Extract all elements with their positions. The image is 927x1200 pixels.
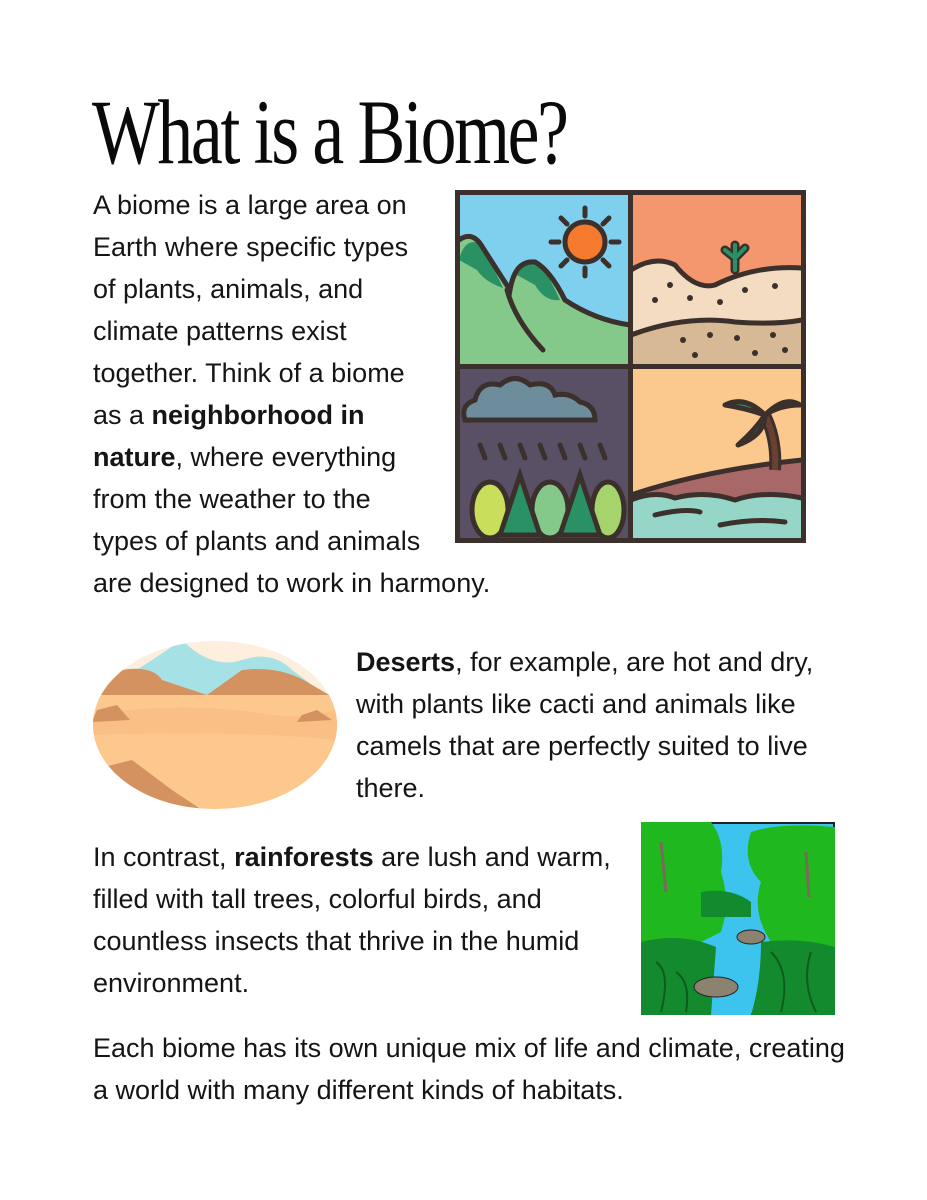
intro-text: A biome is a large area on Earth where specific types of plants, animals, and climate patterns exist together. Think of a biome as a	[93, 190, 409, 430]
deserts-bold-word: Deserts	[356, 647, 456, 677]
closing-paragraph: Each biome has its own unique mix of life and climate, creating a world with many different kinds of habitats.	[93, 1033, 845, 1105]
rainforests-paragraph	[93, 836, 638, 1004]
desert-landscape-illustration-icon	[92, 640, 338, 810]
intro-paragraph	[93, 184, 838, 604]
rainforest-river-illustration-icon	[641, 822, 835, 1015]
rainforests-bold-word: rainforests	[234, 842, 374, 872]
rainforests-text-start: In contrast,	[93, 842, 235, 872]
deserts-paragraph	[356, 641, 836, 809]
rainforests-text: are lush and warm, filled with tall trees, colorful birds, and countless insects that thrive in the humid environment.	[93, 842, 611, 998]
intro-text-end: , where everything from the weather to the types of plants and animals are designed to work in harmony.	[93, 442, 491, 598]
intro-bold-phrase: neighborhood in nature	[93, 400, 365, 472]
page-title: What is a Biome?	[92, 81, 567, 183]
deserts-text: , for example, are hot and dry, with plants like cacti and animals like camels that are perfectly suited to live there.	[356, 647, 814, 803]
